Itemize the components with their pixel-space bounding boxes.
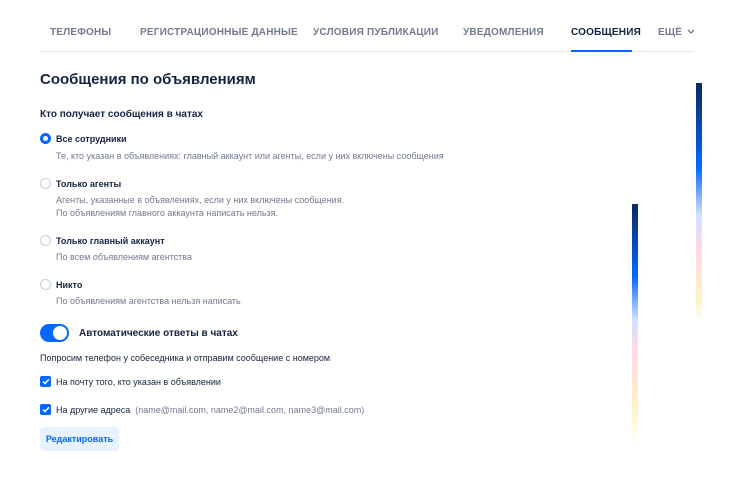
radio-button-checked[interactable] <box>40 133 51 144</box>
recipients-heading: Кто получает сообщения в чатах <box>40 109 203 120</box>
decorative-gradient-strip <box>632 204 638 444</box>
radio-label: Только главный аккаунт <box>56 235 165 246</box>
radio-label: Только агенты <box>56 178 122 189</box>
radio-button[interactable] <box>40 178 51 189</box>
active-tab-indicator <box>571 50 632 52</box>
checkbox-checked[interactable] <box>40 404 51 415</box>
radio-nobody[interactable] <box>40 279 82 290</box>
tab-more[interactable] <box>658 27 695 38</box>
radio-all-employees[interactable] <box>40 133 127 144</box>
tab-more-label: ЕЩЁ <box>658 27 683 38</box>
toggle-knob <box>53 326 67 340</box>
radio-hint <box>56 150 444 163</box>
checkbox-checked[interactable] <box>40 376 51 387</box>
autoreply-description: Попросим телефон у собеседника и отправим сообщение с номером <box>40 353 331 363</box>
hint-line: Агенты, указанные в объявлениях, если у них включены сообщения. <box>56 195 345 205</box>
hint-line: По объявлениям главного аккаунта написать нельзя. <box>56 208 279 218</box>
radio-hint <box>56 194 344 220</box>
radio-label: Все сотрудники <box>56 133 127 144</box>
other-addresses-list: (name@mail.com, name2@mail.com, name3@mail.com) <box>135 404 365 415</box>
checkmark-icon <box>42 406 50 413</box>
radio-hint <box>56 251 192 264</box>
radio-button[interactable] <box>40 235 51 246</box>
checkbox-row-other-addresses[interactable] <box>40 404 364 415</box>
checkbox-label: На почту того, кто указан в объявлении <box>56 376 221 387</box>
checkbox-label: На другие адреса <box>56 404 131 415</box>
tab-phones[interactable]: ТЕЛЕФОНЫ <box>50 27 112 38</box>
checkmark-icon <box>42 378 50 385</box>
radio-hint <box>56 295 241 308</box>
autoreply-label: Автоматические ответы в чатах <box>79 327 238 339</box>
checkbox-row-listing-email[interactable] <box>40 376 221 387</box>
decorative-gradient-strip <box>696 83 702 323</box>
hint-line: По объявлениям агентства нельзя написать <box>56 296 241 306</box>
hint-line: Те, кто указан в объявлениях: главный аккаунт или агенты, если у них включены сообщения <box>56 151 444 161</box>
radio-label: Никто <box>56 279 83 290</box>
radio-button[interactable] <box>40 279 51 290</box>
autoreply-toggle[interactable] <box>40 324 69 342</box>
autoreply-toggle-row <box>40 324 238 342</box>
tab-messages[interactable]: СООБЩЕНИЯ <box>571 27 641 38</box>
settings-tabs <box>40 18 694 52</box>
radio-only-agents[interactable] <box>40 178 121 189</box>
chevron-down-icon <box>687 29 695 34</box>
tab-registration-data[interactable]: РЕГИСТРАЦИОННЫЕ ДАННЫЕ <box>140 27 298 38</box>
tab-notifications[interactable]: УВЕДОМЛЕНИЯ <box>463 27 544 38</box>
edit-button[interactable]: Редактировать <box>40 427 119 451</box>
tab-publication-terms[interactable]: УСЛОВИЯ ПУБЛИКАЦИИ <box>313 27 439 38</box>
page-title: Сообщения по объявлениям <box>40 71 256 88</box>
radio-only-main-account[interactable] <box>40 235 165 246</box>
hint-line: По всем объявлениям агентства <box>56 252 192 262</box>
